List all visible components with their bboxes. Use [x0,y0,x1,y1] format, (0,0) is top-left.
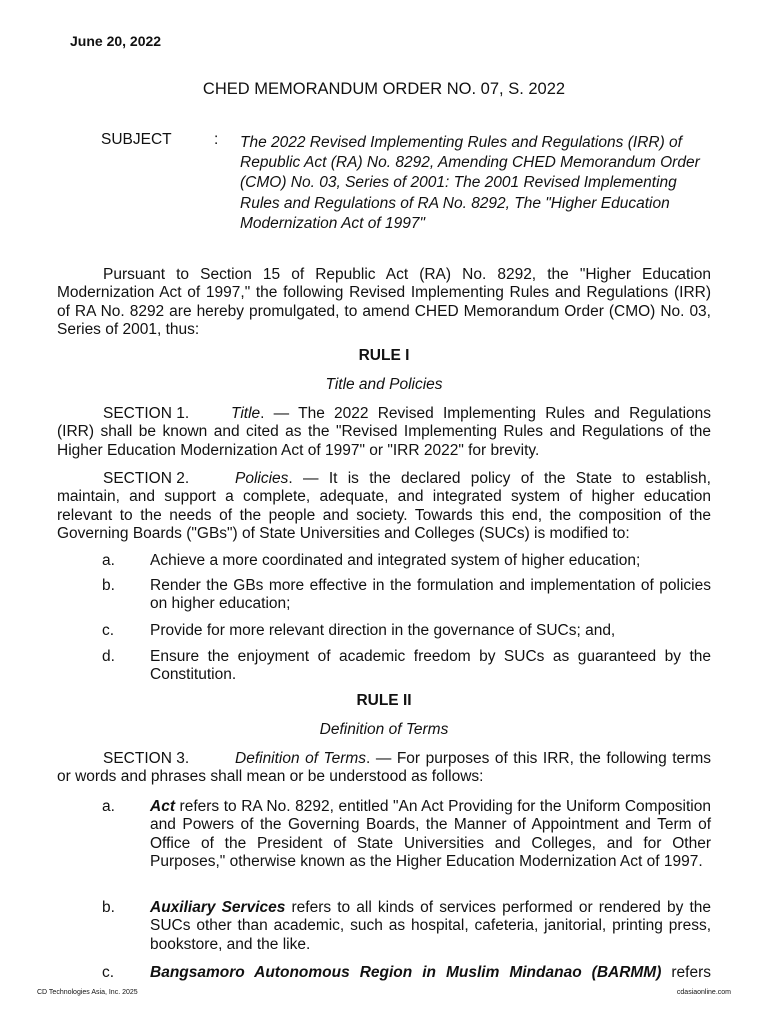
section-3-text: . — For purposes of this IRR, the following terms or words and phrases shall mean or be understood as follows: [57,750,711,786]
definition-body [150,899,711,954]
list-item-letter: d. [102,648,115,665]
list-item-text: Provide for more relevant direction in the governance of SUCs; and, [150,622,616,639]
list-item-letter: c. [102,622,115,639]
subject-label: SUBJECT [101,131,172,148]
list-item-text: Achieve a more coordinated and integrated system of higher education; [150,552,641,569]
definition-letter: a. [102,798,115,815]
section-3-name: Definition of Terms [235,750,367,767]
rule-1-subheading: Title and Policies [325,376,443,393]
subject-colon: : [214,131,219,148]
footer-website: cdasiaonline.com [676,989,731,996]
list-item [102,552,711,570]
footer-copyright: CD Technologies Asia, Inc. 2025 [37,989,138,996]
section-2-text: . — It is the declared policy of the State to establish, maintain, and support a complete, adequate, and integrated system of higher education relevant to the needs of the people and society. Towards this end, the composition of the Governing Boards ("GBs") of State Universities and Colleges (SUCs) is modified to: [57,470,711,542]
section-1-text: . — The 2022 Revised Implementing Rules and Regulations (IRR) shall be known and cited as the "Revised Implementing Rules and Regulations of the Higher Education Modernization Act of 1997" or "IRR 2022" for brevity. [57,405,711,459]
section-3-label: SECTION 3. [103,750,190,767]
rule-1-heading: RULE I [358,347,410,364]
section-2-label: SECTION 2. [103,470,190,487]
list-item [102,648,711,685]
definition-term: Act [150,798,175,815]
definition-text: refers [661,964,711,981]
subject-text: The 2022 Revised Implementing Rules and Regulations (IRR) of Republic Act (RA) No. 8292, Amending CHED Memorandum Order (CMO) No. 03, Series of 2001: The 2001 Revised Implementing Rules and Regulations of RA No. 8292, The "Higher Education Modernization Act of 1997" [240,134,700,232]
section-2-paragraph [57,470,711,543]
section-3-paragraph [57,750,711,787]
list-item-text: Render the GBs more effective in the formulation and implementation of policies on higher education; [150,577,711,613]
definition-letter: c. [102,964,115,981]
section-2-name: Policies [235,470,289,487]
definition-body [150,964,711,982]
preamble-paragraph [57,266,711,339]
list-item-text: Ensure the enjoyment of academic freedom by SUCs as guaranteed by the Constitution. [150,648,711,684]
definition-term: Auxiliary Services [150,899,286,916]
definition-text: refers to all kinds of services performed or rendered by the SUCs other than academic, such as hospital, cafeteria, janitorial, printing press, bookstore, and the like. [150,899,711,953]
preamble-text: Pursuant to Section 15 of Republic Act (RA) No. 8292, the "Higher Education Modernization Act of 1997," the following Revised Implementing Rules and Regulations (IRR) of RA No. 8292 are hereby promulgated, to amend CHED Memorandum Order (CMO) No. 03, Series of 2001, thus: [57,266,711,338]
definition-term: Bangsamoro Autonomous Region in Muslim Mindanao (BARMM) [150,964,662,981]
definition-item [102,964,711,982]
definition-item [102,899,711,954]
section-1-name: Title [231,405,261,422]
list-item [102,577,711,614]
rule-2-subheading: Definition of Terms [319,721,449,738]
document-date: June 20, 2022 [70,33,162,49]
definition-body [150,798,711,871]
section-1-paragraph [57,405,711,460]
rule-2-heading: RULE II [356,692,412,709]
section-1-label: SECTION 1. [103,405,190,422]
definition-letter: b. [102,899,115,916]
list-item-letter: a. [102,552,115,569]
list-item-letter: b. [102,577,115,594]
document-title: CHED MEMORANDUM ORDER NO. 07, S. 2022 [202,80,566,98]
definition-text: refers to RA No. 8292, entitled "An Act Providing for the Uniform Composition and Powers of the Governing Boards, the Manner of Appointment and Term of Office of the President of State Universities and Colleges, and for Other Purposes," otherwise known as the Higher Education Modernization Act of 1997. [150,798,711,870]
definition-item [102,798,711,871]
list-item [102,622,711,640]
